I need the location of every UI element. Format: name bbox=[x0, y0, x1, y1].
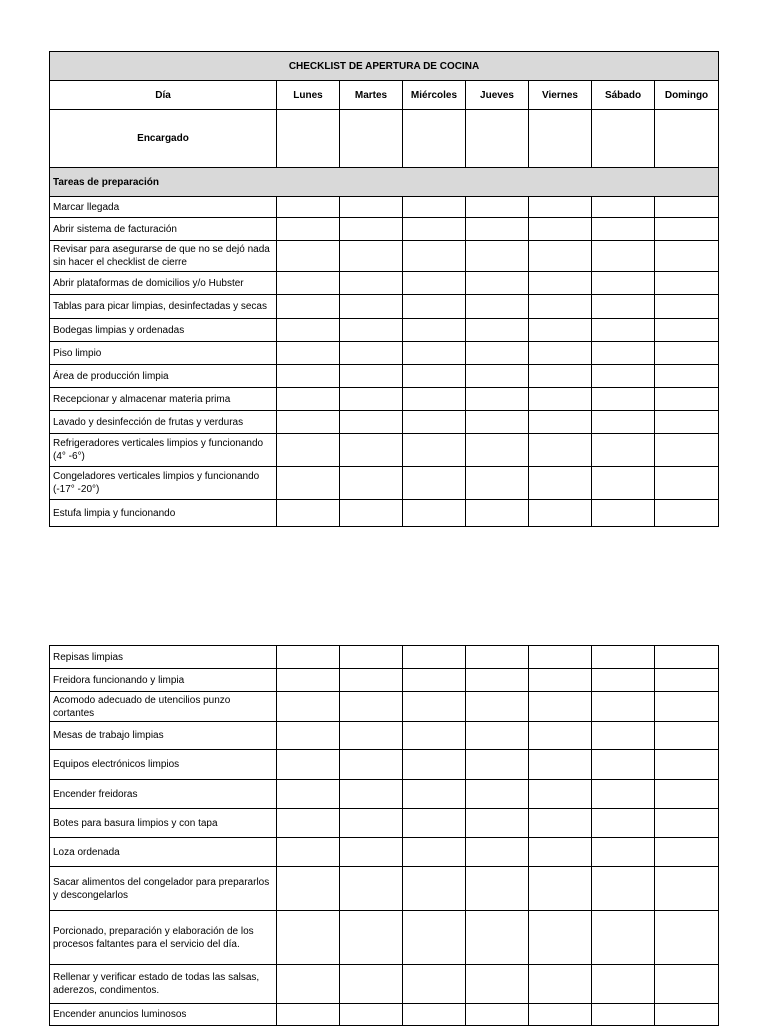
check-cell[interactable] bbox=[403, 411, 466, 434]
check-cell[interactable] bbox=[466, 911, 529, 965]
day-header-jueves: Jueves bbox=[466, 81, 529, 110]
check-cell[interactable] bbox=[340, 750, 403, 780]
check-cell[interactable] bbox=[529, 838, 592, 867]
check-cell[interactable] bbox=[277, 750, 340, 780]
check-cell[interactable] bbox=[655, 388, 719, 411]
check-cell[interactable] bbox=[340, 692, 403, 722]
check-cell[interactable] bbox=[403, 365, 466, 388]
check-cell[interactable] bbox=[592, 1004, 655, 1026]
task-label: Porcionado, preparación y elaboración de los procesos faltantes para el servicio del día. bbox=[50, 911, 277, 965]
check-cell[interactable] bbox=[340, 241, 403, 272]
task-row bbox=[50, 1004, 719, 1026]
manager-cell[interactable] bbox=[403, 110, 466, 168]
check-cell[interactable] bbox=[403, 911, 466, 965]
check-cell[interactable] bbox=[403, 722, 466, 750]
check-cell[interactable] bbox=[340, 1004, 403, 1026]
checklist-table-bottom bbox=[49, 645, 719, 1026]
check-cell[interactable] bbox=[529, 500, 592, 527]
check-cell[interactable] bbox=[655, 272, 719, 295]
task-label: Sacar alimentos del congelador para prepararlos y descongelarlos bbox=[50, 867, 277, 911]
task-row bbox=[50, 272, 719, 295]
check-cell[interactable] bbox=[529, 388, 592, 411]
check-cell[interactable] bbox=[277, 809, 340, 838]
task-label: Recepcionar y almacenar materia prima bbox=[50, 388, 277, 411]
check-cell[interactable] bbox=[592, 646, 655, 669]
task-row bbox=[50, 867, 719, 911]
check-cell[interactable] bbox=[403, 434, 466, 467]
check-cell[interactable] bbox=[592, 692, 655, 722]
check-cell[interactable] bbox=[529, 319, 592, 342]
check-cell[interactable] bbox=[466, 965, 529, 1004]
check-cell[interactable] bbox=[466, 272, 529, 295]
checklist-title: CHECKLIST DE APERTURA DE COCINA bbox=[50, 52, 719, 81]
check-cell[interactable] bbox=[340, 646, 403, 669]
task-row bbox=[50, 722, 719, 750]
check-cell[interactable] bbox=[340, 434, 403, 467]
section-title: Tareas de preparación bbox=[50, 168, 719, 197]
manager-cell[interactable] bbox=[466, 110, 529, 168]
check-cell[interactable] bbox=[403, 867, 466, 911]
check-cell[interactable] bbox=[340, 467, 403, 500]
check-cell[interactable] bbox=[340, 965, 403, 1004]
task-row bbox=[50, 646, 719, 669]
task-label: Acomodo adecuado de utencilios punzo cortantes bbox=[50, 692, 277, 722]
check-cell[interactable] bbox=[592, 809, 655, 838]
check-cell[interactable] bbox=[529, 750, 592, 780]
check-cell[interactable] bbox=[466, 411, 529, 434]
check-cell[interactable] bbox=[466, 750, 529, 780]
task-row bbox=[50, 467, 719, 500]
check-cell[interactable] bbox=[466, 218, 529, 241]
check-cell[interactable] bbox=[466, 692, 529, 722]
task-row bbox=[50, 500, 719, 527]
check-cell[interactable] bbox=[529, 669, 592, 692]
task-row bbox=[50, 669, 719, 692]
day-header-miercoles: Miércoles bbox=[403, 81, 466, 110]
check-cell[interactable] bbox=[466, 197, 529, 218]
task-row bbox=[50, 434, 719, 467]
check-cell[interactable] bbox=[403, 319, 466, 342]
day-header-lunes: Lunes bbox=[277, 81, 340, 110]
check-cell[interactable] bbox=[277, 218, 340, 241]
check-cell[interactable] bbox=[655, 218, 719, 241]
check-cell[interactable] bbox=[277, 388, 340, 411]
task-label: Revisar para asegurarse de que no se dejó nada sin hacer el checklist de cierre bbox=[50, 241, 277, 272]
check-cell[interactable] bbox=[529, 911, 592, 965]
task-row bbox=[50, 241, 719, 272]
check-cell[interactable] bbox=[340, 911, 403, 965]
task-row bbox=[50, 388, 719, 411]
check-cell[interactable] bbox=[403, 241, 466, 272]
check-cell[interactable] bbox=[277, 692, 340, 722]
check-cell[interactable] bbox=[655, 319, 719, 342]
day-header-sabado: Sábado bbox=[592, 81, 655, 110]
check-cell[interactable] bbox=[466, 809, 529, 838]
check-cell[interactable] bbox=[529, 342, 592, 365]
check-cell[interactable] bbox=[403, 669, 466, 692]
check-cell[interactable] bbox=[277, 965, 340, 1004]
task-label: Tablas para picar limpias, desinfectadas y secas bbox=[50, 295, 277, 319]
check-cell[interactable] bbox=[529, 867, 592, 911]
checklist-table-top bbox=[49, 51, 719, 527]
check-cell[interactable] bbox=[277, 646, 340, 669]
check-cell[interactable] bbox=[403, 197, 466, 218]
check-cell[interactable] bbox=[340, 388, 403, 411]
check-cell[interactable] bbox=[340, 319, 403, 342]
task-row bbox=[50, 838, 719, 867]
task-label: Refrigeradores verticales limpios y funcionando (4° -6°) bbox=[50, 434, 277, 467]
check-cell[interactable] bbox=[529, 295, 592, 319]
check-cell[interactable] bbox=[466, 342, 529, 365]
check-cell[interactable] bbox=[403, 1004, 466, 1026]
check-cell[interactable] bbox=[592, 500, 655, 527]
task-label: Mesas de trabajo limpias bbox=[50, 722, 277, 750]
check-cell[interactable] bbox=[592, 722, 655, 750]
task-row bbox=[50, 809, 719, 838]
check-cell[interactable] bbox=[277, 272, 340, 295]
check-cell[interactable] bbox=[466, 1004, 529, 1026]
check-cell[interactable] bbox=[466, 241, 529, 272]
check-cell[interactable] bbox=[655, 467, 719, 500]
check-cell[interactable] bbox=[655, 197, 719, 218]
check-cell[interactable] bbox=[466, 867, 529, 911]
check-cell[interactable] bbox=[529, 411, 592, 434]
task-label: Equipos electrónicos limpios bbox=[50, 750, 277, 780]
check-cell[interactable] bbox=[592, 467, 655, 500]
check-cell[interactable] bbox=[529, 965, 592, 1004]
task-label: Marcar llegada bbox=[50, 197, 277, 218]
task-label: Freidora funcionando y limpia bbox=[50, 669, 277, 692]
check-cell[interactable] bbox=[277, 669, 340, 692]
check-cell[interactable] bbox=[403, 272, 466, 295]
check-cell[interactable] bbox=[340, 295, 403, 319]
check-cell[interactable] bbox=[277, 838, 340, 867]
check-cell[interactable] bbox=[466, 295, 529, 319]
check-cell[interactable] bbox=[655, 780, 719, 809]
check-cell[interactable] bbox=[277, 467, 340, 500]
task-row bbox=[50, 692, 719, 722]
task-label: Lavado y desinfección de frutas y verduras bbox=[50, 411, 277, 434]
task-row bbox=[50, 365, 719, 388]
task-label: Botes para basura limpios y con tapa bbox=[50, 809, 277, 838]
manager-cell[interactable] bbox=[592, 110, 655, 168]
check-cell[interactable] bbox=[655, 750, 719, 780]
check-cell[interactable] bbox=[655, 692, 719, 722]
task-label: Abrir sistema de facturación bbox=[50, 218, 277, 241]
manager-label: Encargado bbox=[50, 110, 277, 168]
check-cell[interactable] bbox=[403, 838, 466, 867]
check-cell[interactable] bbox=[403, 750, 466, 780]
check-cell[interactable] bbox=[277, 241, 340, 272]
check-cell[interactable] bbox=[277, 1004, 340, 1026]
check-cell[interactable] bbox=[655, 809, 719, 838]
check-cell[interactable] bbox=[592, 241, 655, 272]
day-header-martes: Martes bbox=[340, 81, 403, 110]
task-label: Piso limpio bbox=[50, 342, 277, 365]
task-label: Encender freidoras bbox=[50, 780, 277, 809]
check-cell[interactable] bbox=[655, 965, 719, 1004]
task-label: Congeladores verticales limpios y funcionando (-17° -20°) bbox=[50, 467, 277, 500]
check-cell[interactable] bbox=[592, 965, 655, 1004]
manager-row bbox=[50, 110, 719, 168]
check-cell[interactable] bbox=[466, 434, 529, 467]
day-label: Día bbox=[50, 81, 277, 110]
check-cell[interactable] bbox=[277, 911, 340, 965]
check-cell[interactable] bbox=[655, 867, 719, 911]
task-label: Bodegas limpias y ordenadas bbox=[50, 319, 277, 342]
check-cell[interactable] bbox=[655, 1004, 719, 1026]
check-cell[interactable] bbox=[277, 197, 340, 218]
check-cell[interactable] bbox=[655, 411, 719, 434]
check-cell[interactable] bbox=[529, 365, 592, 388]
check-cell[interactable] bbox=[466, 500, 529, 527]
check-cell[interactable] bbox=[340, 411, 403, 434]
check-cell[interactable] bbox=[340, 722, 403, 750]
check-cell[interactable] bbox=[403, 646, 466, 669]
check-cell[interactable] bbox=[529, 646, 592, 669]
check-cell[interactable] bbox=[655, 241, 719, 272]
check-cell[interactable] bbox=[403, 218, 466, 241]
check-cell[interactable] bbox=[529, 809, 592, 838]
check-cell[interactable] bbox=[592, 218, 655, 241]
check-cell[interactable] bbox=[466, 467, 529, 500]
check-cell[interactable] bbox=[592, 911, 655, 965]
check-cell[interactable] bbox=[403, 500, 466, 527]
check-cell[interactable] bbox=[466, 722, 529, 750]
check-cell[interactable] bbox=[466, 838, 529, 867]
check-cell[interactable] bbox=[655, 434, 719, 467]
check-cell[interactable] bbox=[340, 809, 403, 838]
check-cell[interactable] bbox=[277, 722, 340, 750]
check-cell[interactable] bbox=[340, 838, 403, 867]
check-cell[interactable] bbox=[529, 272, 592, 295]
check-cell[interactable] bbox=[655, 295, 719, 319]
check-cell[interactable] bbox=[403, 342, 466, 365]
check-cell[interactable] bbox=[655, 722, 719, 750]
check-cell[interactable] bbox=[592, 838, 655, 867]
check-cell[interactable] bbox=[529, 722, 592, 750]
task-row bbox=[50, 342, 719, 365]
check-cell[interactable] bbox=[592, 295, 655, 319]
manager-cell[interactable] bbox=[529, 110, 592, 168]
check-cell[interactable] bbox=[340, 365, 403, 388]
check-cell[interactable] bbox=[466, 319, 529, 342]
check-cell[interactable] bbox=[277, 500, 340, 527]
check-cell[interactable] bbox=[592, 197, 655, 218]
task-label: Rellenar y verificar estado de todas las salsas, aderezos, condimentos. bbox=[50, 965, 277, 1004]
check-cell[interactable] bbox=[277, 342, 340, 365]
check-cell[interactable] bbox=[592, 669, 655, 692]
check-cell[interactable] bbox=[592, 342, 655, 365]
task-row bbox=[50, 750, 719, 780]
check-cell[interactable] bbox=[529, 780, 592, 809]
check-cell[interactable] bbox=[466, 365, 529, 388]
check-cell[interactable] bbox=[403, 780, 466, 809]
check-cell[interactable] bbox=[340, 272, 403, 295]
manager-cell[interactable] bbox=[340, 110, 403, 168]
check-cell[interactable] bbox=[529, 241, 592, 272]
task-label: Abrir plataformas de domicilios y/o Hubster bbox=[50, 272, 277, 295]
task-label: Estufa limpia y funcionando bbox=[50, 500, 277, 527]
check-cell[interactable] bbox=[529, 197, 592, 218]
check-cell[interactable] bbox=[403, 965, 466, 1004]
check-cell[interactable] bbox=[655, 646, 719, 669]
day-header-viernes: Viernes bbox=[529, 81, 592, 110]
check-cell[interactable] bbox=[340, 669, 403, 692]
check-cell[interactable] bbox=[403, 388, 466, 411]
check-cell[interactable] bbox=[340, 197, 403, 218]
check-cell[interactable] bbox=[403, 295, 466, 319]
check-cell[interactable] bbox=[340, 342, 403, 365]
check-cell[interactable] bbox=[592, 750, 655, 780]
check-cell[interactable] bbox=[592, 365, 655, 388]
check-cell[interactable] bbox=[655, 500, 719, 527]
task-row bbox=[50, 780, 719, 809]
check-cell[interactable] bbox=[277, 295, 340, 319]
check-cell[interactable] bbox=[277, 434, 340, 467]
check-cell[interactable] bbox=[592, 411, 655, 434]
manager-cell[interactable] bbox=[655, 110, 719, 168]
check-cell[interactable] bbox=[277, 319, 340, 342]
check-cell[interactable] bbox=[403, 692, 466, 722]
check-cell[interactable] bbox=[655, 342, 719, 365]
check-cell[interactable] bbox=[466, 646, 529, 669]
check-cell[interactable] bbox=[529, 218, 592, 241]
check-cell[interactable] bbox=[466, 388, 529, 411]
check-cell[interactable] bbox=[592, 434, 655, 467]
task-row bbox=[50, 319, 719, 342]
check-cell[interactable] bbox=[340, 218, 403, 241]
check-cell[interactable] bbox=[529, 434, 592, 467]
task-row bbox=[50, 295, 719, 319]
check-cell[interactable] bbox=[277, 780, 340, 809]
check-cell[interactable] bbox=[655, 838, 719, 867]
check-cell[interactable] bbox=[466, 669, 529, 692]
check-cell[interactable] bbox=[655, 911, 719, 965]
task-label: Encender anuncios luminosos bbox=[50, 1004, 277, 1026]
check-cell[interactable] bbox=[655, 669, 719, 692]
check-cell[interactable] bbox=[403, 467, 466, 500]
day-header-row bbox=[50, 81, 719, 110]
check-cell[interactable] bbox=[277, 411, 340, 434]
check-cell[interactable] bbox=[340, 500, 403, 527]
task-label: Repisas limpias bbox=[50, 646, 277, 669]
check-cell[interactable] bbox=[655, 365, 719, 388]
check-cell[interactable] bbox=[592, 319, 655, 342]
task-label: Área de producción limpia bbox=[50, 365, 277, 388]
check-cell[interactable] bbox=[592, 867, 655, 911]
check-cell[interactable] bbox=[592, 272, 655, 295]
task-row bbox=[50, 411, 719, 434]
task-row bbox=[50, 965, 719, 1004]
task-row bbox=[50, 218, 719, 241]
check-cell[interactable] bbox=[529, 467, 592, 500]
check-cell[interactable] bbox=[277, 365, 340, 388]
check-cell[interactable] bbox=[529, 692, 592, 722]
check-cell[interactable] bbox=[277, 867, 340, 911]
check-cell[interactable] bbox=[340, 780, 403, 809]
task-row bbox=[50, 197, 719, 218]
check-cell[interactable] bbox=[466, 780, 529, 809]
check-cell[interactable] bbox=[403, 809, 466, 838]
check-cell[interactable] bbox=[529, 1004, 592, 1026]
manager-cell[interactable] bbox=[277, 110, 340, 168]
check-cell[interactable] bbox=[592, 388, 655, 411]
check-cell[interactable] bbox=[592, 780, 655, 809]
task-row bbox=[50, 911, 719, 965]
day-header-domingo: Domingo bbox=[655, 81, 719, 110]
check-cell[interactable] bbox=[340, 867, 403, 911]
task-label: Loza ordenada bbox=[50, 838, 277, 867]
